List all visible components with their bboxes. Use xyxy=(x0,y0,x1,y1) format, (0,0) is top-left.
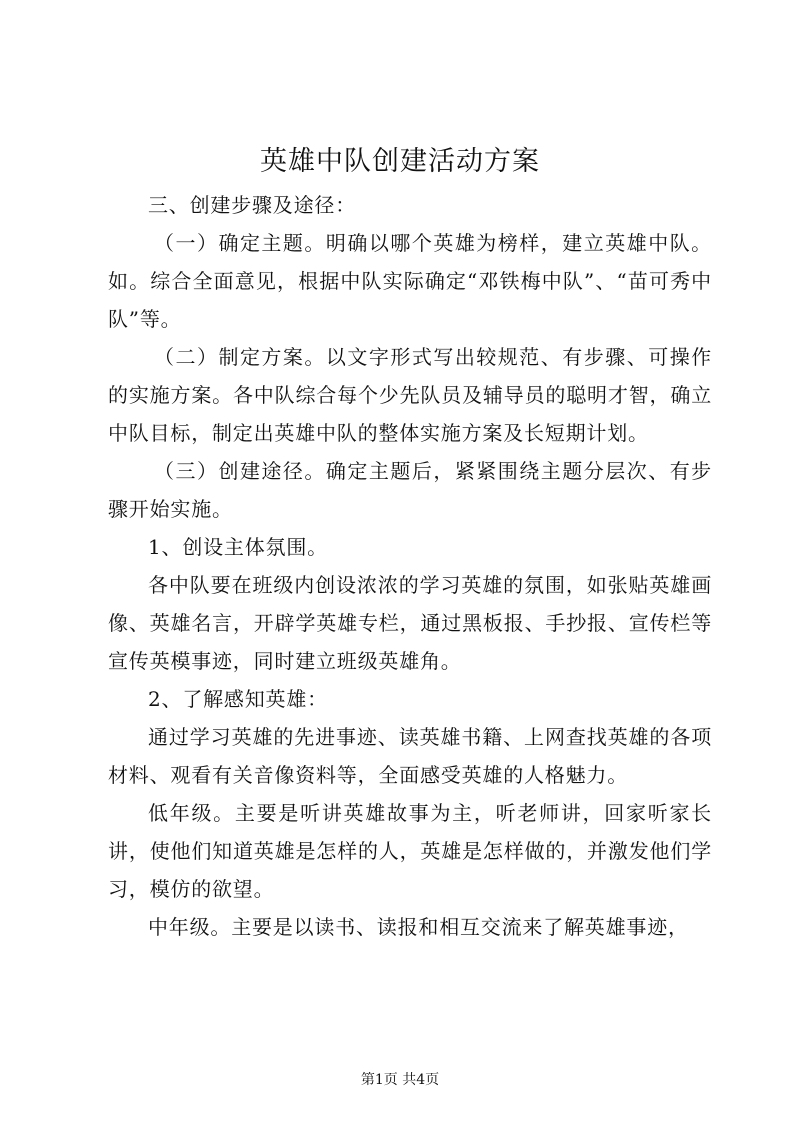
paragraph: 三、创建步骤及途径： xyxy=(148,193,356,217)
page-number-footer: 第1页 共4页 xyxy=(360,1072,440,1088)
paragraph: （三）创建途径。确定主题后，紧紧围绕主题分层次、有步骤开始实施。 xyxy=(108,459,712,521)
paragraph: 低年级。主要是听讲英雄故事为主，听老师讲，回家听家长讲，使他们知道英雄是怎样的人，英雄是怎样做的，并激发他们学习，模仿的欲望。 xyxy=(108,801,712,901)
paragraph: （二）制定方案。以文字形式写出较规范、有步骤、可操作的实施方案。各中队综合每个少先队员及辅导员的聪明才智，确立中队目标，制定出英雄中队的整体实施方案及长短期计划。 xyxy=(108,345,712,445)
paragraph: 中年级。主要是以读书、读报和相互交流来了解英雄事迹， xyxy=(148,915,689,939)
document-title: 英雄中队创建活动方案 xyxy=(260,146,540,177)
paragraph: （一）确定主题。明确以哪个英雄为榜样，建立英雄中队。如。综合全面意见，根据中队实际确定“邓铁梅中队”、“苗可秀中队”等。 xyxy=(108,231,712,331)
paragraph: 各中队要在班级内创设浓浓的学习英雄的氛围，如张贴英雄画像、英雄名言，开辟学英雄专栏，通过黑板报、手抄报、宣传栏等宣传英模事迹，同时建立班级英雄角。 xyxy=(108,573,712,673)
paragraph: 通过学习英雄的先进事迹、读英雄书籍、上网查找英雄的各项材料、观看有关音像资料等，全面感受英雄的人格魅力。 xyxy=(108,725,712,787)
paragraph: 2、了解感知英雄： xyxy=(148,687,328,711)
document-body xyxy=(108,186,712,946)
paragraph: 1、创设主体氛围。 xyxy=(148,535,328,559)
